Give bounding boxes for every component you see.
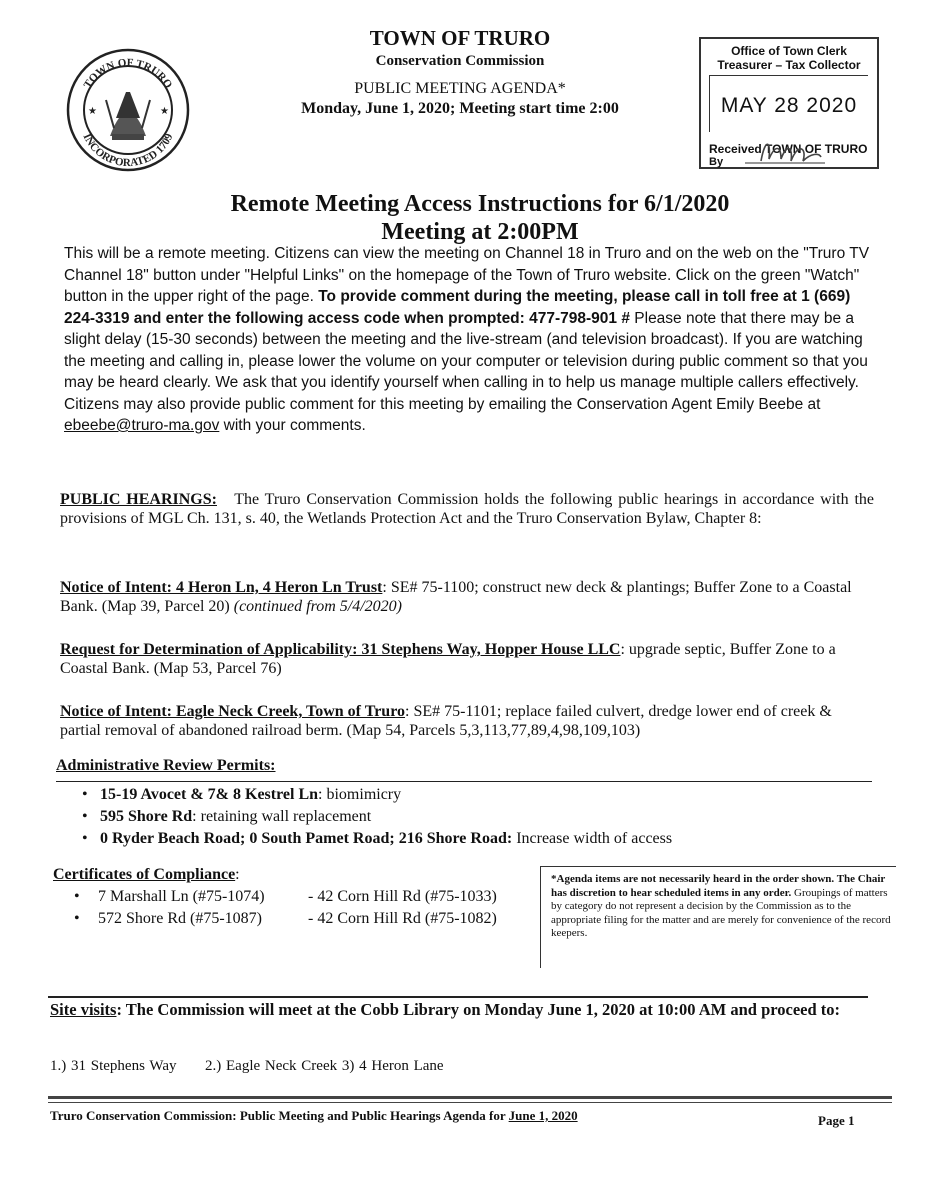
town-seal [66,48,190,172]
hearing-item-stephens [60,640,874,678]
remote-instructions-body [64,243,872,437]
stamp-by: By [709,156,724,168]
stamp-received: Received TOWN OF TRURO [709,142,868,156]
stamp-office-line: Office of Town Clerk [731,44,847,58]
agenda-disclaimer-box [540,866,896,968]
list-item [74,886,544,908]
permit-description: : biomimicry [318,786,402,803]
hearing-item-heron [60,578,874,616]
bullet-icon: • [74,910,80,927]
footer-date: June 1, 2020 [508,1108,578,1123]
section-divider [56,781,872,782]
remote-text-2: Please note that there may be a slight delay (15-30 seconds) between the meeting and the live-stream (and television broadcast). If you are watching the meeting and calling in, please lower the volume on your computer or television during public comment so that you may be heard clearly. We ask that you identify yourself when calling in to help us manage multiple callers effectively. Citizens may also provide public comment for this meeting by emailing the Conservation Agent Emily Beebe at [64,309,868,413]
remote-title-line-1: Remote Meeting Access Instructions for 6/1/2020 [230,191,730,217]
call-in-instructions: To provide comment during the meeting, please call in toll free at 1 (669) 224-3319 and enter the following access code when prompted: 477-798-901 # [64,288,851,327]
site-visits [50,1000,868,1020]
remote-title-line-2: Meeting at 2:00PM [381,219,579,245]
svg-text:★: ★ [160,106,169,117]
public-hearings-label: PUBLIC HEARINGS: [60,491,217,508]
certificate-left: 7 Marshall Ln (#75-1074) [98,888,265,905]
certificate-left: 572 Shore Rd (#75-1087) [98,910,262,927]
hearing-item-title: Notice of Intent: Eagle Neck Creek, Town of Truro [60,703,406,720]
certificates-heading-colon: : [235,866,240,883]
stamp-office-line-2: Treasurer – Tax Collector [717,58,861,72]
certificates-heading [53,866,240,884]
permit-location: 0 Ryder Beach Road; 0 South Pamet Road; 216 Shore Road: [100,830,513,847]
hearing-item-text: : upgrade septic, Buffer Zone to a Coastal Bank. (Map 53, Parcel 76) [60,641,836,677]
list-item [74,908,544,930]
disclaimer-text: Groupings of matters by category do not represent a decision by the Commission as to the appropriate filing for the matter and are merely for convenience of the record keepers. [551,886,891,939]
permit-location: 595 Shore Rd [100,808,193,825]
list-item [78,806,868,828]
hearing-item-text: : SE# 75-1101; replace failed culvert, dredge lower end of creek & partial removal of abandoned railroad berm. (Map 54, Parcels 5,3,113,77,89,4,98,109,103) [60,703,832,739]
continued-note: (continued from 5/4/2020) [233,598,403,615]
agenda-title: PUBLIC MEETING AGENDA* [354,80,566,97]
signature [741,135,831,169]
section-divider [48,996,868,998]
public-hearings-text: The Truro Conservation Commission holds the following public hearings in accordance with the provisions of MGL Ch. 131, s. 40, the Wetlands Protection Act and the Truro Conservation Bylaw, Chapter 8: [60,491,874,527]
certificate-right: - 42 Corn Hill Rd (#75-1033) [308,888,497,905]
admin-permits-heading: Administrative Review Permits: [56,757,276,774]
bullet-icon: • [74,888,80,905]
disclaimer-bold: *Agenda items are not necessarily heard in the order shown. The Chair has discretion to hear scheduled items in any order. [551,873,886,899]
site-visits-text: : The Commission will meet at the Cobb Library on Monday June 1, 2020 at 10:00 AM and proceed to: [116,1000,841,1019]
permit-location: 15-19 Avocet & 7& 8 Kestrel Ln [100,786,319,803]
site-visit-item: 2.) Eagle Neck Creek 3) 4 Heron Lane [205,1058,444,1074]
footer-rule [48,1096,892,1099]
permit-description: Increase width of access [512,830,673,847]
town-title: TOWN OF TRURO [369,26,551,50]
commission-name: Conservation Commission [375,53,545,69]
received-stamp [699,37,879,169]
meeting-date-line: Monday, June 1, 2020; Meeting start time 2:00 [301,100,619,117]
certificate-right: - 42 Corn Hill Rd (#75-1082) [308,910,497,927]
site-visits-label: Site visits [50,1000,117,1019]
hearing-item-title: Request for Determination of Applicability: 31 Stephens Way, Hopper House LLC [60,641,621,658]
permit-description: : retaining wall replacement [192,808,372,825]
footer-text [50,1108,578,1124]
footer-title: Truro Conservation Commission: Public Meeting and Public Hearings Agenda for [50,1108,509,1123]
remote-text-3: with your comments. [223,417,366,434]
remote-text-1: This will be a remote meeting. Citizens can view the meeting on Channel 18 in Truro and on the web on the "Truro TV Channel 18" button under "Helpful Links" on the homepage of the Town of Truro website. Click on the green "Watch" button in the upper right of the page. [64,245,870,305]
site-visit-item: 1.) 31 Stephens Way [50,1058,177,1074]
list-item [78,828,868,850]
certificates-list [74,886,544,930]
bullet-icon: • [82,808,88,825]
certificates-heading-label: Certificates of Compliance [53,866,236,883]
remote-instructions-title [120,190,840,246]
public-hearings-intro [60,490,874,528]
hearing-item-eagle-neck [60,702,874,740]
footer-rule-thin [48,1102,892,1103]
bullet-icon: • [82,786,88,803]
stamp-date: MAY 28 2020 [720,94,858,117]
page-number: Page 1 [818,1113,855,1128]
svg-text:TOWN OF TRURO: TOWN OF TRURO [81,56,175,91]
admin-permits-list [78,784,868,850]
hearing-item-text: : SE# 75-1100; construct new deck & plantings; Buffer Zone to a Coastal Bank. (Map 39, Parcel 20) [60,579,852,615]
list-item [78,784,868,806]
svg-text:INCORPORATED 1709: INCORPORATED 1709 [80,131,176,170]
bullet-icon: • [82,830,88,847]
svg-text:★: ★ [88,106,97,117]
site-visit-list [50,1058,444,1075]
agent-email-link[interactable]: ebeebe@truro-ma.gov [64,417,220,434]
hearing-item-title: Notice of Intent: 4 Heron Ln, 4 Heron Ln Trust [60,579,383,596]
